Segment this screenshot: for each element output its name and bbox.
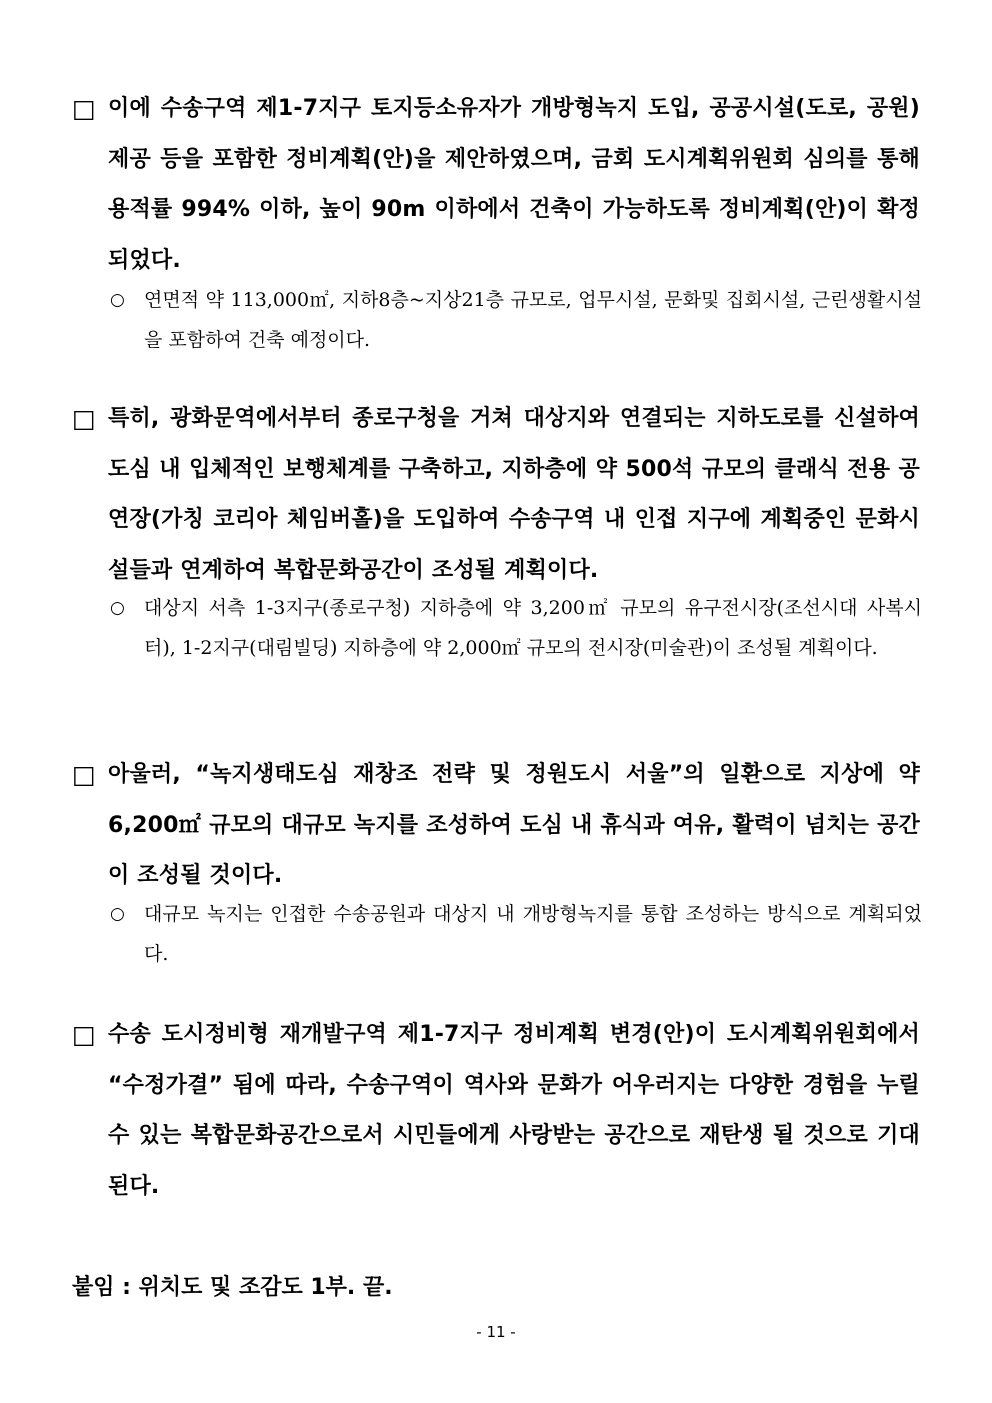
square-bullet: □ [72,94,96,123]
section-text: 특히, 광화문역에서부터 종로구청을 거쳐 대상지와 연결되는 지하도로를 신설하여 도심 내 입체적인 보행체계를 구축하고, 지하층에 약 500석 규모의 클래식 전용 공연장(가칭 코리아 체임버홀)을 도입하여 수송구역 내 인접 지구에 계획중인 문화시설들과 연계하여 복합문화공간이 조성될 계획이다. [108,406,920,583]
sub-item-text: 대규모 녹지는 인접한 수송공원과 대상지 내 개방형녹지를 통합 조성하는 방식으로 계획되었다. [144,903,922,965]
circle-bullet: ○ [110,904,125,924]
circle-bullet: ○ [110,290,125,310]
page-number: - 11 - [476,1323,516,1341]
attachment-line: 붙임 : 위치도 및 조감도 1부. 끝. [72,1275,393,1300]
square-bullet: □ [72,1020,96,1049]
square-bullet: □ [72,760,96,789]
sub-item-text: 대상지 서측 1-3지구(종로구청) 지하층에 약 3,200㎡ 규모의 유구전시장(조선시대 사복시 터), 1-2지구(대림빌딩) 지하층에 약 2,000㎡ 규모의 전시장(미술관)이 조성될 계획이다. [144,597,922,659]
square-bullet: □ [72,404,96,433]
sub-item-text: 연면적 약 113,000㎡, 지하8층~지상21층 규모로, 업무시설, 문화및 집회시설, 근린생활시설을 포함하여 건축 예정이다. [144,289,922,351]
section-text: 아울러, “녹지생태도심 재창조 전략 및 정원도시 서울”의 일환으로 지상에 약 6,200㎡ 규모의 대규모 녹지를 조성하여 도심 내 휴식과 여유, 활력이 넘치는 공간이 조성될 것이다. [108,762,920,888]
section-text: 수송 도시정비형 재개발구역 제1-7지구 정비계획 변경(안)이 도시계획위원회에서 “수정가결” 됨에 따라, 수송구역이 역사와 문화가 어우러지는 다양한 경험을 누릴 수 있는 복합문화공간으로서 시민들에게 사랑받는 공간으로 재탄생 될 것으로 기대된다. [108,1022,920,1199]
section-text: 이에 수송구역 제1-7지구 토지등소유자가 개방형녹지 도입, 공공시설(도로, 공원) 제공 등을 포함한 정비계획(안)을 제안하였으며, 금회 도시계획위원회 심의를 통해 용적률 994% 이하, 높이 90m 이하에서 건축이 가능하도록 정비계획(안)이 확정되었다. [108,96,920,273]
circle-bullet: ○ [110,598,125,618]
